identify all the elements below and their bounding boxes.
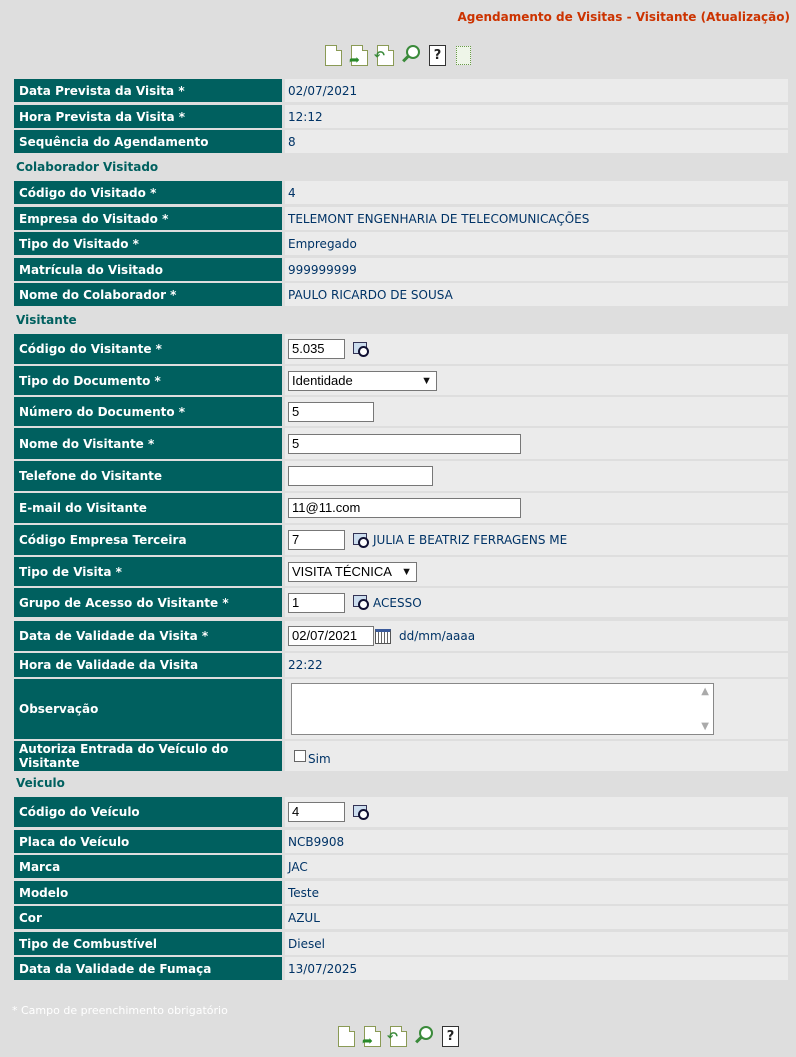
value: 12:12	[285, 105, 788, 128]
codigo-visitante-input[interactable]: 5.035	[288, 339, 345, 359]
label: Matrícula do Visitado	[14, 258, 282, 281]
label: Código do Visitante *	[14, 334, 282, 364]
selected-value: VISITA TÉCNICA	[292, 563, 392, 579]
section-colaborador: Colaborador Visitado	[16, 160, 159, 174]
value: Teste	[285, 881, 788, 904]
value: 8	[285, 130, 788, 153]
value-cell	[285, 621, 788, 651]
lookup-search-icon[interactable]	[353, 342, 369, 357]
label: Hora Prevista da Visita *	[14, 105, 282, 128]
value-cell	[285, 741, 788, 771]
label: Data da Validade de Fumaça	[14, 957, 282, 980]
label: Cor	[14, 906, 282, 929]
value-cell	[285, 397, 788, 426]
row-codigo-visitante	[14, 334, 788, 364]
label: Modelo	[14, 881, 282, 904]
row-placa-veiculo	[14, 830, 788, 853]
tipo-documento-select[interactable]	[288, 371, 437, 391]
row-data-prevista	[14, 79, 788, 102]
row-empresa-terceira	[14, 525, 788, 555]
date-format-hint: dd/mm/aaaa	[399, 629, 476, 643]
row-grupo-acesso	[14, 588, 788, 617]
value: 22:22	[285, 653, 788, 677]
lookup-search-icon[interactable]	[353, 533, 369, 548]
label: Grupo de Acesso do Visitante *	[14, 588, 282, 617]
label: Código do Veículo	[14, 797, 282, 827]
label: Nome do Colaborador *	[14, 283, 282, 306]
help-icon[interactable]: ?	[440, 1025, 460, 1047]
label: Marca	[14, 855, 282, 878]
row-data-validade	[14, 621, 788, 651]
scroll-up-icon[interactable]: ▲	[701, 686, 709, 697]
label: Data Prevista da Visita *	[14, 79, 282, 102]
selected-value: Identidade	[292, 372, 353, 388]
row-nome-visitante	[14, 428, 788, 459]
tipo-visita-select[interactable]	[288, 562, 417, 582]
chevron-down-icon: ▼	[401, 565, 412, 578]
label: Nome do Visitante *	[14, 428, 282, 459]
search-icon[interactable]	[401, 44, 421, 66]
label: Data de Validade da Visita *	[14, 621, 282, 651]
row-cor	[14, 906, 788, 929]
label: Observação	[14, 679, 282, 739]
value: Diesel	[285, 932, 788, 955]
label: Número do Documento *	[14, 397, 282, 426]
row-sequencia	[14, 130, 788, 153]
grupo-acesso-desc: ACESSO	[373, 595, 422, 610]
row-tipo-visita	[14, 557, 788, 586]
value-cell	[285, 493, 788, 523]
row-empresa-visitado	[14, 207, 788, 230]
value-cell	[285, 366, 788, 395]
codigo-veiculo-input[interactable]: 4	[288, 802, 345, 822]
undo-icon[interactable]: ↶	[375, 44, 395, 66]
row-tipo-documento	[14, 366, 788, 395]
calendar-icon[interactable]	[375, 629, 391, 644]
data-validade-input[interactable]: 02/07/2021	[288, 626, 374, 646]
lookup-search-icon[interactable]	[353, 595, 369, 610]
row-tipo-visitado	[14, 232, 788, 255]
row-observacao	[14, 679, 788, 739]
value: 13/07/2025	[285, 957, 788, 980]
value: TELEMONT ENGENHARIA DE TELECOMUNICAÇÕES	[285, 207, 788, 230]
row-marca	[14, 855, 788, 878]
row-hora-validade	[14, 653, 788, 677]
chevron-down-icon: ▼	[421, 374, 432, 387]
search-icon[interactable]	[414, 1025, 434, 1047]
section-visitante: Visitante	[16, 313, 77, 327]
row-validade-fumaca	[14, 957, 788, 980]
label: Sequência do Agendamento	[14, 130, 282, 153]
label: Tipo do Visitado *	[14, 232, 282, 255]
value: 999999999	[285, 258, 788, 281]
toolbar-bottom	[0, 1025, 796, 1047]
value-cell	[285, 797, 788, 827]
row-matricula-visitado	[14, 258, 788, 281]
grupo-acesso-input[interactable]: 1	[288, 593, 345, 613]
value-cell	[285, 679, 788, 739]
email-visitante-input[interactable]: 11@11.com	[288, 498, 521, 518]
label: Autoriza Entrada do Veículo do Visitante	[14, 741, 282, 771]
page-title: Agendamento de Visitas - Visitante (Atualização)	[457, 10, 790, 24]
lookup-search-icon[interactable]	[353, 805, 369, 820]
undo-icon[interactable]: ↶	[388, 1025, 408, 1047]
row-codigo-veiculo	[14, 797, 788, 827]
value-cell	[285, 334, 788, 364]
required-footnote: * Campo de preenchimento obrigatório	[12, 1004, 228, 1017]
save-icon[interactable]: ➦	[362, 1025, 382, 1047]
observacao-textarea[interactable]	[291, 683, 714, 735]
autoriza-veiculo-checkbox[interactable]	[294, 750, 306, 762]
row-modelo	[14, 881, 788, 904]
value: 02/07/2021	[285, 79, 788, 102]
label: Empresa do Visitado *	[14, 207, 282, 230]
help-icon[interactable]: ?	[427, 44, 447, 66]
value-cell	[285, 525, 788, 555]
telefone-visitante-input[interactable]	[288, 466, 433, 486]
value-cell	[285, 557, 788, 586]
row-codigo-visitado	[14, 181, 788, 204]
value: Empregado	[285, 232, 788, 255]
value-cell	[285, 461, 788, 491]
row-telefone-visitante	[14, 461, 788, 491]
section-veiculo: Veiculo	[16, 776, 65, 790]
value: 4	[285, 181, 788, 204]
label: Placa do Veículo	[14, 830, 282, 853]
empresa-terceira-input[interactable]: 7	[288, 530, 345, 550]
row-nome-colaborador	[14, 283, 788, 306]
label: Tipo de Visita *	[14, 557, 282, 586]
checkbox-label: Sim	[308, 752, 331, 766]
label: Tipo do Documento *	[14, 366, 282, 395]
value: AZUL	[285, 906, 788, 929]
row-combustivel	[14, 932, 788, 955]
label: E-mail do Visitante	[14, 493, 282, 523]
save-icon[interactable]: ➦	[349, 44, 369, 66]
row-hora-prevista	[14, 105, 788, 128]
scroll-down-icon[interactable]: ▼	[701, 721, 709, 732]
row-autoriza-veiculo	[14, 741, 788, 771]
row-numero-documento	[14, 397, 788, 426]
new-document-icon[interactable]	[323, 44, 343, 66]
numero-documento-input[interactable]: 5	[288, 402, 374, 422]
value-cell	[285, 588, 788, 617]
label: Código Empresa Terceira	[14, 525, 282, 555]
export-excel-icon[interactable]	[453, 44, 473, 66]
nome-visitante-input[interactable]: 5	[288, 434, 521, 454]
label: Código do Visitado *	[14, 181, 282, 204]
value: PAULO RICARDO DE SOUSA	[285, 283, 788, 306]
value: JAC	[285, 855, 788, 878]
toolbar-top	[0, 44, 796, 66]
label: Telefone do Visitante	[14, 461, 282, 491]
value: NCB9908	[285, 830, 788, 853]
value-cell	[285, 428, 788, 459]
empresa-terceira-desc: JULIA E BEATRIZ FERRAGENS ME	[373, 533, 568, 547]
label: Hora de Validade da Visita	[14, 653, 282, 677]
row-email-visitante	[14, 493, 788, 523]
new-document-icon[interactable]	[336, 1025, 356, 1047]
label: Tipo de Combustível	[14, 932, 282, 955]
